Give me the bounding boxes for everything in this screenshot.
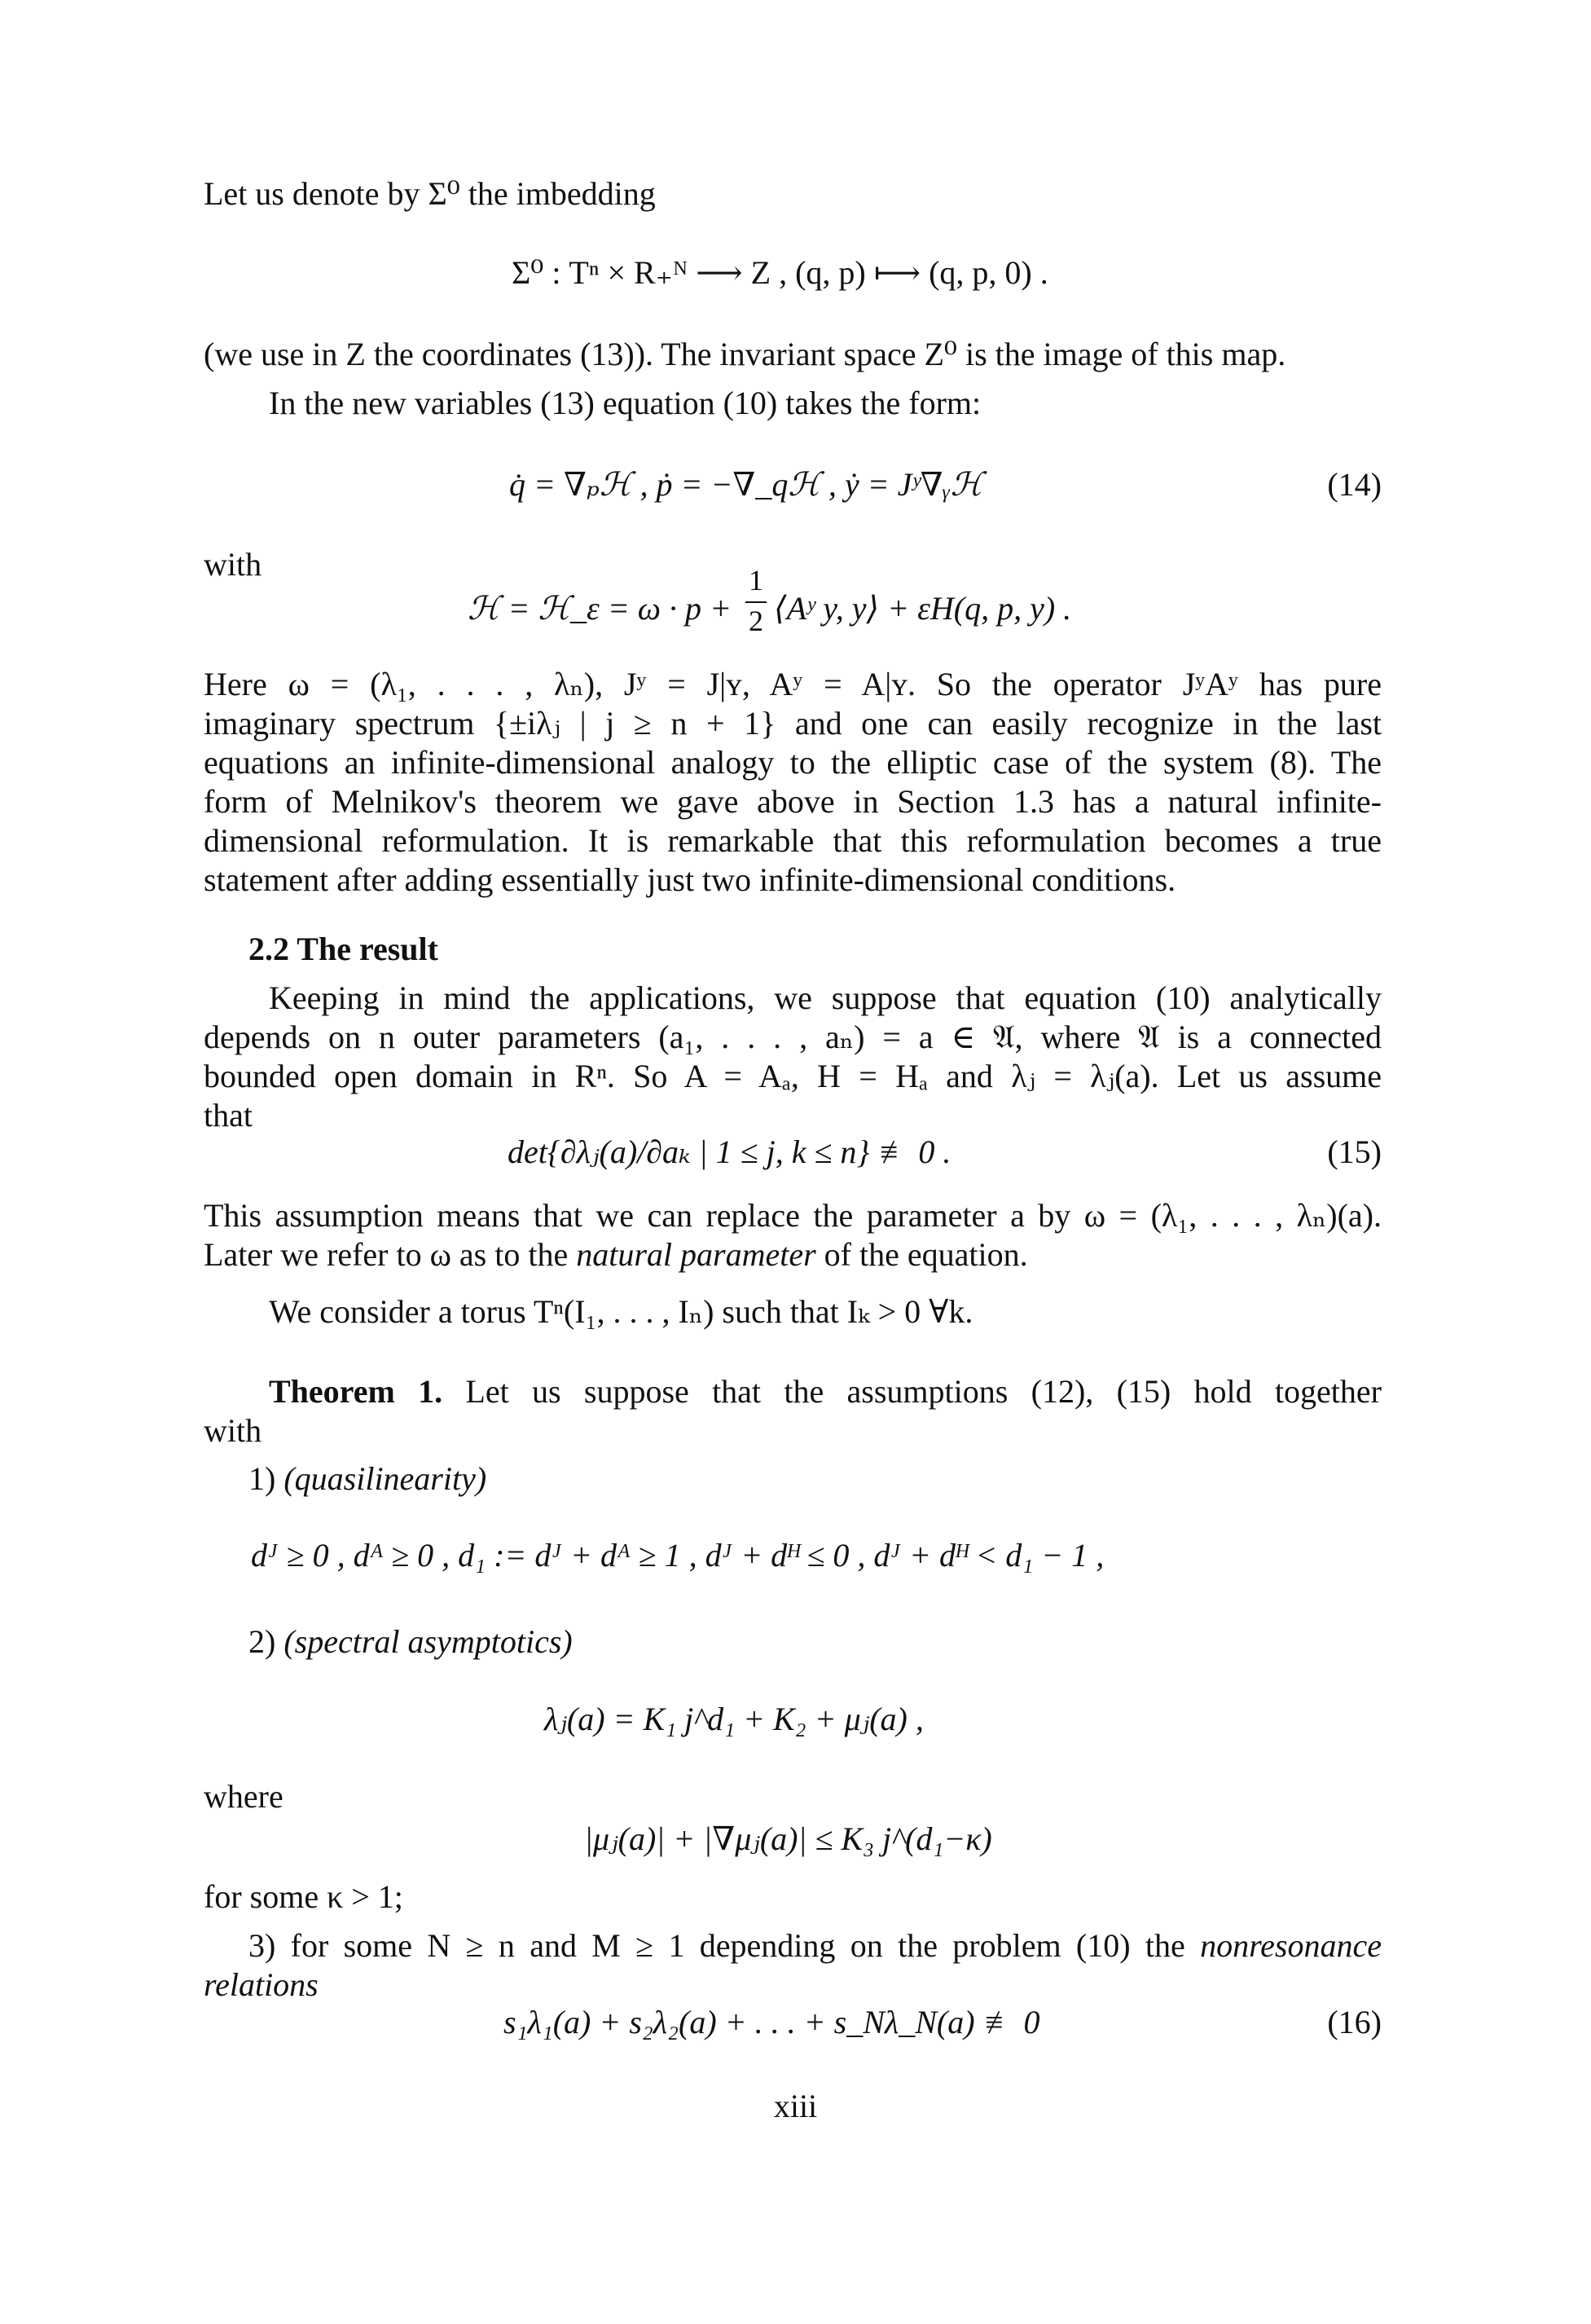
text-line: with (204, 1412, 262, 1449)
text-line: Keeping in mind the applications, we suppose that equation (10) analytically (269, 979, 1382, 1016)
text-line: form of Melnikov's theorem we gave above in Section 1.3 has a natural infinite- (204, 783, 1382, 820)
text-line: statement after adding essentially just two infinite-dimensional conditions. (204, 861, 1176, 898)
fraction-denominator: 2 (749, 605, 763, 637)
equation-14: q̇ = ∇ₚℋ , ṗ = −∇_qℋ , ẏ = Jʸ∇ᵧℋ (509, 466, 983, 503)
text-line: imaginary spectrum {±iλⱼ | j ≥ n + 1} and one can easily recognize in the last (204, 705, 1382, 742)
text-line: dimensional reformulation. It is remarkable that this reformulation becomes a true (204, 822, 1382, 859)
equation-condition-1: dᴶ ≥ 0 , dᴬ ≥ 0 , d₁ := dᴶ + dᴬ ≥ 1 , dᴶ + dᴴ ≤ 0 , dᴶ + dᴴ < d₁ − 1 , (251, 1537, 1105, 1574)
emphasis: nonresonance (1200, 1927, 1382, 1964)
text-span: 2) (248, 1623, 284, 1660)
equation-part: ℋ = ℋ_ε = ω · p + (468, 590, 732, 627)
fraction-numerator: 1 (749, 564, 763, 596)
text-line: with (204, 546, 262, 583)
text-line: In the new variables (13) equation (10) takes the form: (269, 385, 982, 421)
text-line: relations (204, 1966, 319, 2003)
equation-condition-2: λⱼ(a) = K₁ j^d₁ + K₂ + μⱼ(a) , (544, 1701, 924, 1737)
equation-number: (15) (1327, 1133, 1382, 1170)
section-heading: 2.2 The result (248, 931, 438, 967)
theorem-line (269, 1371, 1382, 1412)
condition-label (248, 1622, 573, 1662)
equation-16: s₁λ₁(a) + s₂λ₂(a) + . . . + s_Nλ_N(a) ≢ 0 (503, 2004, 1040, 2040)
equation-imbedding: Σ⁰ : Tⁿ × R₊ᴺ ⟶ Z , (q, p) ⟼ (q, p, 0) . (512, 254, 1048, 291)
text-line: depends on n outer parameters (a₁, . . . , aₙ) = a ∈ 𝔄, where 𝔄 is a connected (204, 1019, 1382, 1055)
emphasis: (quasilinearity) (283, 1460, 487, 1497)
text-span: 3) for some N ≥ n and M ≥ 1 depending on the problem (10) the (248, 1927, 1201, 1964)
theorem-heading: Theorem 1. (269, 1373, 443, 1410)
text-line: We consider a torus Tⁿ(I₁, . . . , Iₙ) such that Iₖ > 0 ∀k. (269, 1293, 973, 1330)
text-span: of the equation. (815, 1236, 1028, 1273)
condition-label (248, 1459, 486, 1499)
text-line: for some κ > 1; (204, 1878, 403, 1915)
text-line: This assumption means that we can replace the parameter a by ω = (λ₁, . . . , λₙ)(a). (204, 1197, 1382, 1234)
text-span: 1) (248, 1460, 284, 1497)
text-line: where (204, 1778, 283, 1815)
text-line: Here ω = (λ₁, . . . , λₙ), Jʸ = J|ʏ, Aʸ = A|ʏ. So the operator JʸAʸ has pure (204, 666, 1382, 702)
text-line: equations an infinite-dimensional analogy to the elliptic case of the system (8). The (204, 744, 1382, 781)
equation-condition-2b: |μⱼ(a)| + |∇μⱼ(a)| ≤ K₃ j^(d₁−κ) (584, 1820, 992, 1857)
text-line: that (204, 1097, 253, 1133)
text-line: Let us denote by Σ⁰ the imbedding (204, 175, 656, 212)
equation-number: (16) (1327, 2004, 1382, 2040)
text-line: bounded open domain in Rⁿ. So A = Aₐ, H = Hₐ and λⱼ = λⱼ(a). Let us assume (204, 1058, 1382, 1094)
equation-part: ⟨Aʸ y, y⟩ + εH(q, p, y) . (774, 590, 1072, 627)
text-line: (we use in Z the coordinates (13)). The invariant space Z⁰ is the image of this map. (204, 336, 1286, 372)
text-span: Later we refer to ω as to the (204, 1236, 577, 1273)
text-line (204, 1235, 1028, 1275)
emphasis: (spectral asymptotics) (283, 1623, 573, 1660)
text-line (248, 1926, 1382, 1966)
text-span: Let us suppose that the assumptions (12), (15) hold together (442, 1373, 1382, 1410)
fraction-bar (745, 601, 767, 603)
emphasis: natural parameter (576, 1236, 816, 1273)
equation-number: (14) (1327, 466, 1382, 503)
equation-15: det{∂λⱼ(a)/∂aₖ | 1 ≤ j, k ≤ n} ≢ 0 . (508, 1133, 952, 1170)
page-number: xiii (773, 2088, 818, 2124)
